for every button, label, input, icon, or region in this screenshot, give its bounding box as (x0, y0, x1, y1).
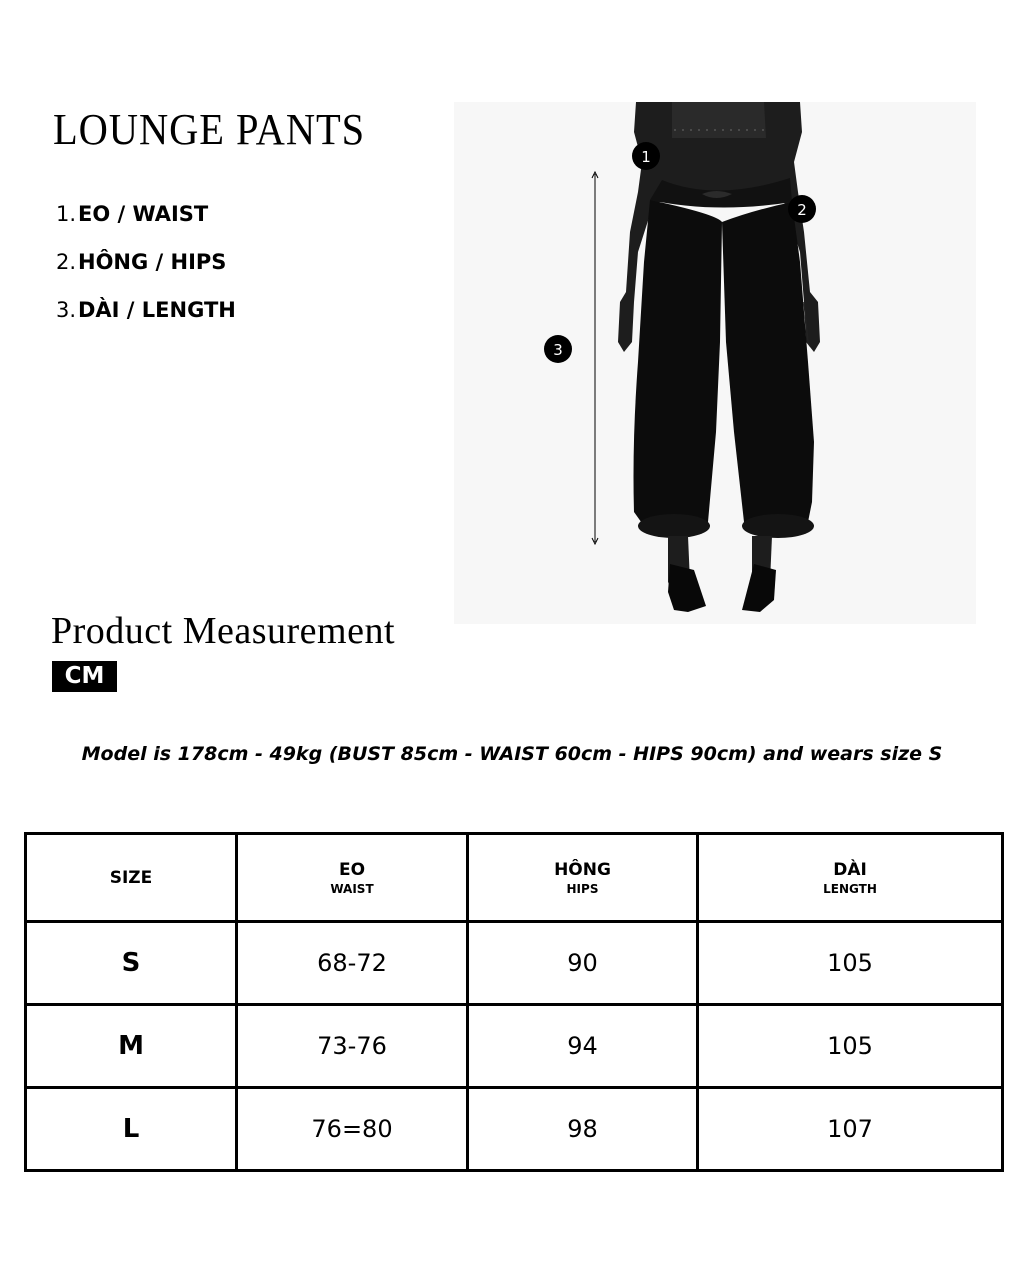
model-top (672, 102, 766, 138)
unit-badge: CM (52, 661, 117, 692)
header-main: EO (338, 859, 366, 880)
header-main: SIZE (109, 867, 153, 888)
length-cell: 107 (698, 1088, 1003, 1171)
header-size (26, 834, 237, 922)
measurement-number: 3. (56, 298, 77, 322)
header-sub: WAIST (330, 881, 374, 896)
header-hips (468, 834, 698, 922)
measurement-label: HÔNG / HIPS (78, 250, 227, 274)
hips-cell: 94 (468, 1005, 698, 1088)
measurement-item-waist (56, 190, 236, 238)
measurement-number: 1. (56, 202, 77, 226)
header-sub: HIPS (566, 881, 599, 896)
table-header-row (26, 834, 1003, 922)
header-waist (237, 834, 468, 922)
waist-cell: 68-72 (237, 922, 468, 1005)
header-main: DÀI (833, 859, 867, 880)
header-main: HÔNG (554, 859, 611, 880)
waist-cell: 76=80 (237, 1088, 468, 1171)
right-shoe (742, 564, 776, 612)
header-length (698, 834, 1003, 922)
hips-cell: 98 (468, 1088, 698, 1171)
measurement-label: DÀI / LENGTH (78, 298, 236, 322)
pants-left-leg (634, 200, 723, 537)
length-cell: 105 (698, 1005, 1003, 1088)
table-row (26, 1005, 1003, 1088)
measurement-item-length (56, 286, 236, 334)
measurement-number: 2. (56, 250, 77, 274)
model-note: Model is 178cm - 49kg (BUST 85cm - WAIST 60cm - HIPS 90cm) and wears size S (81, 743, 943, 765)
size-cell: M (26, 1005, 237, 1088)
product-title: LOUNGE PANTS (53, 105, 366, 154)
size-cell: S (26, 922, 237, 1005)
waist-cell: 73-76 (237, 1005, 468, 1088)
table-row (26, 1088, 1003, 1171)
measurement-label: EO / WAIST (78, 202, 209, 226)
svg-text:3: 3 (553, 341, 563, 359)
marker-1-waist (632, 142, 660, 170)
size-table (24, 832, 1004, 1172)
left-shoe (668, 564, 706, 612)
measurement-list (56, 190, 236, 334)
size-cell: L (26, 1088, 237, 1171)
header-sub: LENGTH (823, 881, 877, 896)
model-illustration (454, 102, 976, 624)
product-photo (454, 102, 976, 624)
section-title: Product Measurement (51, 610, 396, 652)
svg-text:2: 2 (797, 201, 807, 219)
table-row (26, 922, 1003, 1005)
length-cell: 105 (698, 922, 1003, 1005)
marker-3-length (544, 335, 572, 363)
svg-text:1: 1 (641, 148, 651, 166)
hips-cell: 90 (468, 922, 698, 1005)
measurement-item-hips (56, 238, 236, 286)
marker-2-hips (788, 195, 816, 223)
